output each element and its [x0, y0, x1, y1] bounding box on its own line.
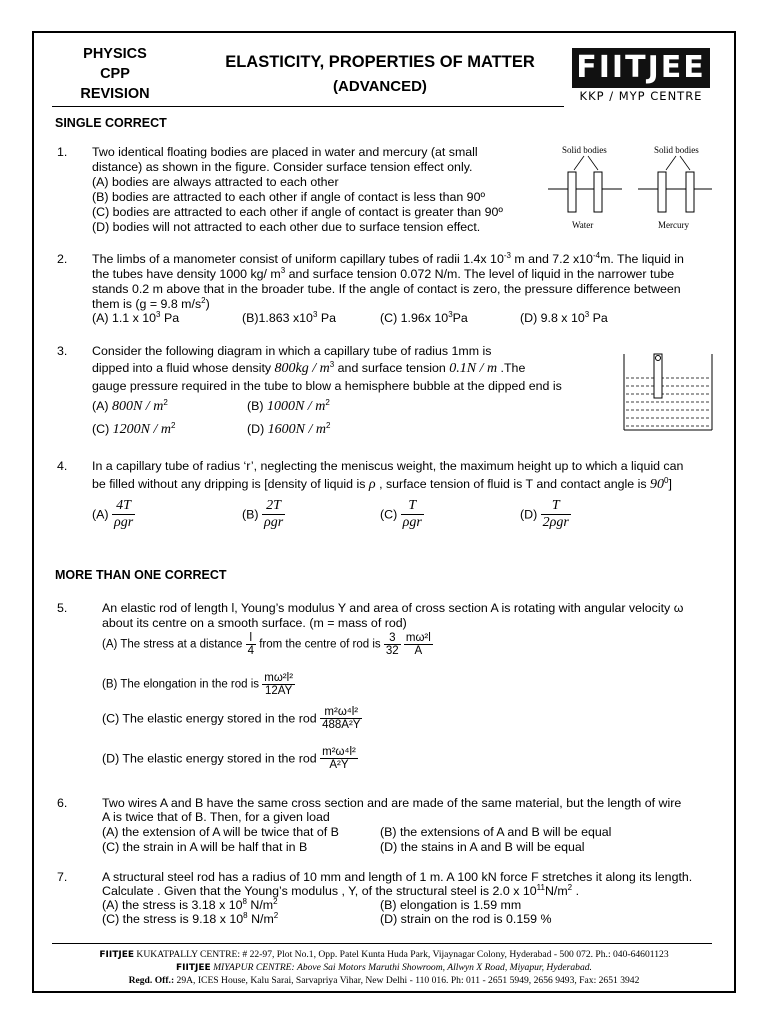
option-a: (A) $\frac{4T}{\text{ρgr}}$: [92, 498, 134, 530]
question-text: dipped into a fluid whose density $800kg / m^3$ and surface tension 0.1N / m .The: [92, 359, 526, 376]
question-number: 5.: [57, 601, 68, 615]
question-text: them is (g = 9.8 $m/s^2$): [92, 295, 210, 311]
question-number: 2.: [57, 252, 68, 266]
floating-bodies-figure: [540, 142, 720, 234]
option-a: (A) the extension of A will be twice that of B: [102, 825, 339, 839]
option-d: (D) 9.8 x $10^3$ Pa: [520, 309, 608, 325]
footer-line-regd: Regd. Off.: 29A, ICES House, Kalu Sarai, Sarvapriya Vihar, New Delhi - 110 016. Ph: 011 - 2651 5949, 2656 9493, Fax: 2651 3942: [128, 975, 640, 986]
mercury-label: Mercury: [658, 220, 689, 230]
question-text: Two identical floating bodies are placed in water and mercury (at small: [92, 145, 478, 159]
water-label: Water: [572, 220, 594, 230]
option-b: (B) $1000N / m^2$: [247, 397, 330, 414]
option-c: (C) the stress is 9.18 x $10^8$ $N/m^2$: [102, 910, 279, 926]
question-text: gauge pressure required in the tube to blow a hemisphere bubble at the dipped end is: [92, 379, 562, 393]
question-number: 7.: [57, 870, 68, 884]
option-d: (D) The elastic energy stored in the rod $\frac{\text{m²ω⁴l²}}{\text{A²Y}}$: [102, 746, 356, 771]
option-d: (D) the stains in A and B will be equal: [380, 840, 585, 854]
question-text: about its centre on a smooth surface. (m = mass of rod): [102, 616, 407, 630]
question-text: An elastic rod of length l, Young’s modulus Y and area of cross section A is rotating with angular velocity ω: [102, 601, 684, 615]
option-c: (C) the strain in A will be half that in B: [102, 840, 308, 854]
option-a: (A) 1.1 x $10^3$ Pa: [92, 309, 180, 325]
option-a: (A) The stress at a distance $\frac{l}{4}$ from the centre of rod is $\frac{3}{32}$ $\frac{\text{mω²l}}{A}$: [102, 632, 431, 657]
header-subject-line: REVISION: [80, 86, 150, 102]
question-text: A is twice that of B. Then, for a given load: [102, 810, 330, 824]
question-text: the tubes have density 1000 kg/ $m^3$ and surface tension 0.072 N/m. The level of liquid in the narrower tube: [92, 265, 675, 281]
section-heading-single: SINGLE CORRECT: [55, 116, 167, 130]
option-b: (B) the extensions of A and B will be equal: [380, 825, 612, 839]
option-a: (A) bodies are always attracted to each other: [92, 175, 339, 189]
option-b: (B)1.863 $x10^3$ Pa: [242, 309, 337, 325]
question-number: 1.: [57, 145, 68, 159]
page-subtitle: (ADVANCED): [333, 78, 427, 95]
solid-bodies-label: Solid bodies: [562, 145, 607, 155]
section-heading-multi: MORE THAN ONE CORRECT: [55, 568, 227, 582]
question-text: Calculate . Given that the Young’s modulus , Y, of the structural steel is 2.0 x $10^{11}N/m^2$ .: [102, 882, 580, 898]
capillary-figure: [622, 352, 714, 432]
option-d: (D) bodies will not attracted to each other due to surface tension effect.: [92, 220, 481, 234]
question-text: The limbs of a manometer consist of uniform capillary tubes of radii 1.4x $10^{-3}$ m and 7.2 $x10^{-4}m$. The liquid in: [92, 250, 684, 266]
question-number: 3.: [57, 344, 68, 358]
question-number: 6.: [57, 796, 68, 810]
question-text: In a capillary tube of radius ‘r’, neglecting the meniscus weight, the maximum height up to which a liquid can: [92, 459, 684, 473]
option-a: (A) the stress is 3.18 x $10^8$ $N/m^2$: [102, 896, 278, 912]
footer-rule: [52, 943, 712, 944]
solid-bodies-label: Solid bodies: [654, 145, 699, 155]
option-d: (D) $\frac{T}{\text{2ρgr}}$: [520, 498, 569, 530]
fiitjee-logo: FIITJEE: [572, 48, 710, 88]
header-subject: [60, 44, 170, 104]
header-rule: [52, 106, 564, 107]
question-text: Consider the following diagram in which a capillary tube of radius 1mm is: [92, 344, 492, 358]
question-text: Two wires A and B have the same cross section and are made of the same material, but the length of wire: [102, 796, 682, 810]
option-b: (B) elongation is 1.59 mm: [380, 898, 522, 912]
question-text: stands 0.2 m above that in the broader tube. If the angle of contact is zero, the pressure difference between: [92, 282, 681, 296]
option-d: (D) $1600N / m^2$: [247, 420, 331, 437]
question-text: A structural steel rod has a radius of 10 mm and length of 1 m. A 100 kN force F stretches it along its length.: [102, 870, 693, 884]
header-subject-line: CPP: [100, 66, 130, 82]
option-c: (C) bodies are attracted to each other if angle of contact is greater than 90º: [92, 205, 503, 219]
option-a: (A) $800N / m^2$: [92, 397, 168, 414]
footer-line-miyapur: FIITJEE MIYAPUR CENTRE: Above Sai Motors Maruthi Showroom, Allwyn X Road, Miyapur, Hyderabad.: [176, 962, 592, 973]
option-c: (C) $1200N / m^2$: [92, 420, 176, 437]
header-subject-line: PHYSICS: [83, 46, 147, 62]
option-c: (C) $\frac{T}{\text{ρgr}}$: [380, 498, 422, 530]
centre-label: KKP / MYP CENTRE: [579, 89, 703, 103]
option-c: (C) The elastic energy stored in the rod $\frac{\text{m²ω⁴l²}}{\text{488A²Y}}$: [102, 706, 361, 731]
option-b: (B) bodies are attracted to each other if angle of contact is less than 90º: [92, 190, 485, 204]
page-title: ELASTICITY, PROPERTIES OF MATTER: [225, 53, 535, 71]
question-text: distance) as shown in the figure. Consider surface tension effect only.: [92, 160, 473, 174]
option-c: (C) 1.96x $10^3Pa$: [380, 309, 468, 325]
question-number: 4.: [57, 459, 68, 473]
option-b: (B) The elongation in the rod is $\frac{\text{mω²l²}}{12AY}$: [102, 672, 294, 697]
question-text: be filled without any dripping is [density of liquid is ρ , surface tension of fluid is T and contact angle is $90^0$]: [92, 475, 672, 492]
option-b: (B) $\frac{2T}{\text{ρgr}}$: [242, 498, 284, 530]
option-d: (D) strain on the rod is 0.159 %: [380, 912, 552, 926]
footer-line-kukatpally: FIITJEE KUKATPALLY CENTRE: # 22-97, Plot No.1, Opp. Patel Kunta Huda Park, Vijaynagar Colony, Hyderabad - 500 072. Ph.: 040-64601123: [99, 949, 669, 960]
